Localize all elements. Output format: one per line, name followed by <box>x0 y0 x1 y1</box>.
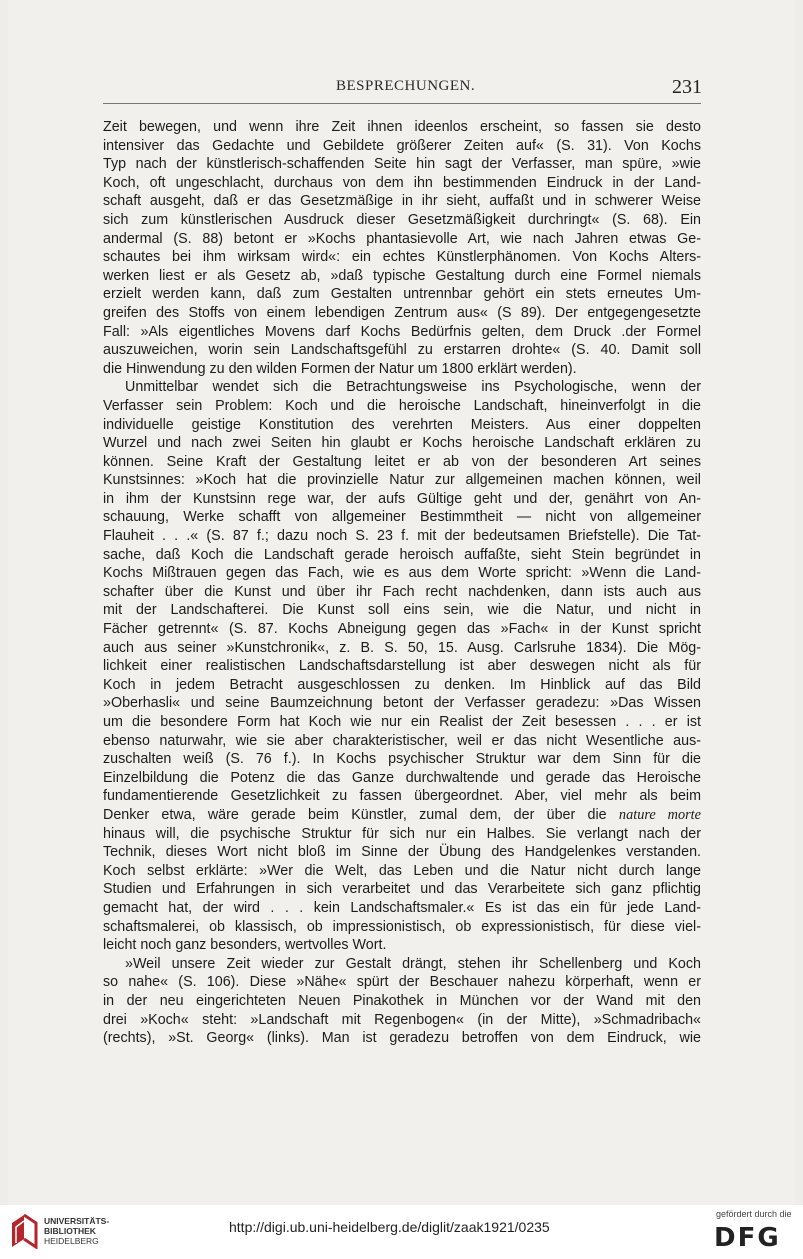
text-line <box>103 397 701 416</box>
library-name-line2: BIBLIOTHEK <box>44 1226 96 1236</box>
text-line <box>103 862 701 881</box>
text-line-content: gemacht hat, der wird . . . kein Landschaftsmaler.« Es ist das ein für jede Land- <box>103 899 701 916</box>
italic-phrase: nature morte <box>618 806 701 823</box>
text-line-content: können. Seine Kraft der Gestaltung leitet er ab von der besonderen Art seines <box>103 453 701 470</box>
text-line <box>103 1011 701 1030</box>
text-line <box>103 955 701 974</box>
text-line <box>103 694 701 713</box>
text-line <box>103 620 701 639</box>
library-name-line1: UNIVERSITÄTS- <box>44 1216 110 1226</box>
page-number: 231 <box>672 76 702 98</box>
text-line-content: Koch selbst erklärte: »Wer die Welt, das Leben und die Natur nicht durch lange <box>103 862 701 879</box>
text-line <box>103 508 701 527</box>
text-line-content: in ihm der Kunstsinn rege war, der aufs Gültige geht und der, genährt von An- <box>103 490 701 507</box>
text-line-content: greifen des Stoffs von einem lebendigen Zentrum aus« (S 89). Der entgegengesetzte <box>103 304 701 321</box>
viewer-footer <box>0 1205 803 1259</box>
text-line-content: mit der Landschafterei. Die Kunst soll eins sein, wie die Natur, und nicht in <box>103 602 701 619</box>
text-line <box>103 992 701 1011</box>
text-line-content: in der neu eingerichteten Neuen Pinakothek in München vor der Wand mit den <box>103 992 701 1009</box>
text-line <box>103 601 701 620</box>
text-line <box>103 267 701 286</box>
text-line-content: Technik, dieses Wort nicht bloß im Sinne der Übung des Handgelenkes verstanden. <box>103 844 701 861</box>
text-line-content: drei »Koch« steht: »Landschaft mit Regenbogen« (in der Mitte), »Schmadribach« <box>103 1011 701 1028</box>
text-line-content: ebenso naturwahr, wie sie aber charakteristischer, weil er das nicht Wesentliche aus- <box>103 732 701 749</box>
text-line-content: zuschalten weiß (S. 76 f.). In Kochs psychischer Struktur war dem Sinn für die <box>103 751 701 768</box>
text-line <box>103 378 701 397</box>
text-line <box>103 137 701 156</box>
text-line <box>103 192 701 211</box>
university-library-name <box>44 1216 109 1246</box>
text-line-content: auszuweichen, worin sein Landschaftsgefühl zu erstarren drohte« (S. 40. Damit soll <box>103 342 701 359</box>
permalink-url[interactable]: http://digi.ub.uni-heidelberg.de/diglit/zaak1921/0235 <box>229 1219 550 1235</box>
text-line <box>103 787 701 806</box>
text-line <box>103 639 701 658</box>
text-line <box>103 527 701 546</box>
text-line-content: Wurzel und nach zwei Seiten hin glaubt er Kochs heroische Landschaft erklären zu <box>103 435 701 452</box>
text-line <box>103 880 701 899</box>
text-line-content: sache, daß Koch die Landschaft gerade heroisch auffaßte, sieht Stein begründet in <box>103 546 701 563</box>
text-line <box>103 843 701 862</box>
running-head-title: BESPRECHUNGEN. <box>336 78 476 94</box>
text-line <box>103 155 701 174</box>
text-line <box>103 676 701 695</box>
text-line-content: Fall: »Als eigentliches Movens darf Kochs Bedürfnis gelten, dem Druck .der Formel <box>103 323 701 340</box>
text-line <box>103 230 701 249</box>
text-line-content: Kochs Mißtrauen gegen das Fach, wie es aus dem Worte spricht: »Wenn die Land- <box>103 565 701 582</box>
text-line <box>103 453 701 472</box>
text-line-content: sich zum künstlerischen Ausdruck dieser Gesetzmäßigkeit durchringt« (S. 68). Ein <box>103 211 701 228</box>
text-line <box>103 750 701 769</box>
text-line-content: intensiver das Gedachte und Gebildete größerer Zeiten auf« (S. 31). Von Kochs <box>103 137 701 154</box>
text-line-content: lichkeit einer realistischen Landschaftsdarstellung ist aber deswegen nicht als für <box>103 658 701 675</box>
text-line-content: Unmittelbar wendet sich die Betrachtungsweise ins Psychologische, wenn der <box>125 379 701 396</box>
text-line-content: um die besondere Form hat Koch wie nur ein Realist der Zeit besessen . . . er ist <box>103 714 701 730</box>
text-line-content: schautes bei ihm wirksam wird«: ein echtes Künstlerphänomen. Von Kochs Alters- <box>103 249 701 266</box>
text-line <box>103 936 701 955</box>
text-line-content: Flauheit . . .« (S. 87 f.; dazu noch S. 23 f. mit der bedeutsamen Briefstelle). Die Tat- <box>103 528 701 545</box>
text-line <box>103 973 701 992</box>
text-line <box>103 1029 701 1048</box>
funding-caption: gefördert durch die <box>716 1209 792 1219</box>
text-line <box>103 471 701 490</box>
text-line-content: Koch in jedem Betracht ausgeschlossen zu denken. Im Hinblick auf das Bild <box>103 676 701 693</box>
text-line <box>103 118 701 137</box>
text-line <box>103 564 701 583</box>
text-line <box>103 769 701 788</box>
text-line-content: Studien und Erfahrungen in sich verarbeitet und das Verarbeitete sich ganz pflichtig <box>103 881 701 898</box>
text-line <box>103 360 701 379</box>
text-line <box>103 713 701 732</box>
text-line-content: hinaus will, die psychische Struktur für sich nur ein Halbes. Sie verlangt nach der <box>103 825 701 842</box>
text-line <box>103 918 701 937</box>
text-line-content: Kunstsinnes: »Koch hat die provinzielle Natur zur allgemeinen machen können, weil <box>103 472 701 489</box>
text-line-content: so nahe« (S. 106). Diese »Nähe« spürt der Beschauer nahezu körperhaft, wenn er <box>103 974 701 991</box>
text-line-content: schafter über die Kunst und über ihr Fach recht nachdenken, dann ists auch aus <box>103 583 701 600</box>
text-line-content: schaftsmalerei, ob klassisch, ob impressionistisch, ob expressionistisch, für diese viel- <box>103 918 701 935</box>
text-line-content: schauung, Werke schafft von allgemeiner Bestimmtheit — nicht von allgemeiner <box>103 509 701 526</box>
text-line-content: Typ nach der künstlerisch-schaffenden Seite hin sagt der Verfasser, man spüre, »wie <box>103 156 701 173</box>
text-line <box>103 285 701 304</box>
text-line <box>103 825 701 844</box>
text-line-content: Denker etwa, wäre gerade beim Künstler, zumal dem, der über die <box>103 806 607 823</box>
text-line <box>103 174 701 193</box>
text-line-content: erzielt werden kann, daß zum Gestalten untrennbar gehört ein stets erneutes Um- <box>103 286 701 303</box>
text-line <box>103 323 701 342</box>
dfg-logo: DFG <box>714 1223 781 1253</box>
text-line-content: Einzelbildung die Potenz die das Ganze durchwaltende und gerade das Heroische <box>103 769 701 786</box>
text-line-content: die Hinwendung zu den wilden Formen der Natur um 1800 erklärt werden). <box>103 360 577 377</box>
text-line <box>103 546 701 565</box>
text-line <box>103 490 701 509</box>
text-line-content: werken liest er als Gesetz ab, »daß typische Gestaltung durch eine Formel niemals <box>103 267 701 284</box>
text-line <box>103 732 701 751</box>
text-line-content: schaft ausgeht, daß er das Gesetzmäßige in ihr sieht, auffaßt und in schwerer Weise <box>103 193 701 210</box>
text-line <box>103 434 701 453</box>
text-line <box>103 583 701 602</box>
text-line <box>103 304 701 323</box>
running-head <box>0 76 803 104</box>
text-line <box>103 806 701 825</box>
text-line-content: »Oberhasli« und seine Baumzeichnung betont der Verfasser geradezu: »Das Wissen <box>103 695 701 712</box>
text-line-content: andermal (S. 88) betont er »Kochs phantasievolle Art, wie nach Jahren etwas Ge- <box>103 230 701 247</box>
text-line-content: Verfasser sein Problem: Koch und die heroische Landschaft, hineinverfolgt in die <box>103 397 701 414</box>
university-library-logo-icon <box>8 1213 40 1249</box>
library-name-line3: HEIDELBERG <box>44 1236 99 1246</box>
text-line <box>103 341 701 360</box>
header-rule <box>103 103 701 104</box>
text-line-content: leicht noch ganz besonders, wertvolles Wort. <box>103 937 387 954</box>
text-line-content: (rechts), »St. Georg« (links). Man ist geradezu betroffen von dem Eindruck, wie <box>103 1030 701 1047</box>
text-line <box>103 248 701 267</box>
text-line-content: auch aus seiner »Kunstchronik«, z. B. S. 50, 15. Ausg. Carlsruhe 1834). Die Mög- <box>103 639 701 656</box>
text-line-content: Koch, oft ungeschlacht, durchaus von dem ihn bestimmenden Eindruck in der Land- <box>103 174 701 191</box>
text-line-content: Zeit bewegen, und wenn ihre Zeit ihnen ideenlos erscheint, so fassen sie desto <box>103 119 701 135</box>
text-line <box>103 899 701 918</box>
text-line <box>103 416 701 435</box>
text-line <box>103 657 701 676</box>
text-line-content: individuelle geistige Konstitution des verehrten Meisters. Aus einer doppelten <box>103 416 701 433</box>
text-line-content: fundamentierende Gesetzlichkeit zu fassen übergeordnet. Aber, viel mehr als beim <box>103 788 701 805</box>
body-text <box>103 118 701 1048</box>
text-line-content: Fächer getrennt« (S. 87. Kochs Abneigung gegen das »Fach« in der Kunst spricht <box>103 621 701 638</box>
text-line <box>103 211 701 230</box>
text-line-content: »Weil unsere Zeit wieder zur Gestalt drängt, stehen ihr Schellenberg und Koch <box>125 955 701 972</box>
